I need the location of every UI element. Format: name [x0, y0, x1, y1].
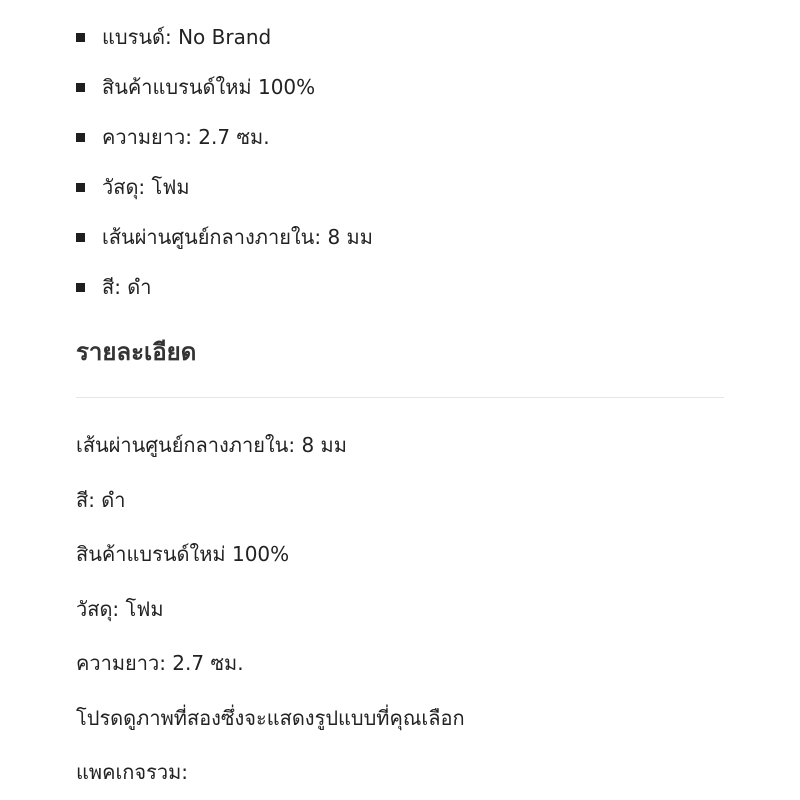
detail-line: สี: ดำ — [76, 487, 126, 512]
detail-line: สินค้าแบรนด์ใหม่ 100% — [76, 542, 290, 567]
spec-text: สินค้าแบรนด์ใหม่ 100% — [102, 75, 316, 99]
spec-text: วัสดุ: โฟม — [102, 175, 190, 199]
spec-text: สี: ดำ — [102, 275, 152, 299]
square-bullet-icon — [76, 33, 85, 42]
square-bullet-icon — [76, 133, 85, 142]
spec-item-color — [76, 262, 373, 312]
spec-item-material — [76, 162, 373, 212]
spec-list — [76, 12, 373, 312]
square-bullet-icon — [76, 233, 85, 242]
spec-text: ความยาว: 2.7 ซม. — [102, 125, 270, 149]
section-divider — [76, 397, 724, 398]
detail-line: เส้นผ่านศูนย์กลางภายใน: 8 มม — [76, 433, 347, 458]
spec-item-length — [76, 112, 373, 162]
detail-line: วัสดุ: โฟม — [76, 596, 164, 621]
detail-line: โปรดดูภาพที่สองซึ่งจะแสดงรูปแบบที่คุณเลือก — [76, 705, 465, 730]
spec-item-new — [76, 62, 373, 112]
square-bullet-icon — [76, 83, 85, 92]
detail-line: แพคเกจรวม: — [76, 760, 189, 785]
details-body — [76, 418, 465, 800]
spec-item-brand — [76, 12, 373, 62]
detail-line: ความยาว: 2.7 ซม. — [76, 651, 244, 676]
spec-item-inner-diameter — [76, 212, 373, 262]
square-bullet-icon — [76, 283, 85, 292]
spec-text: เส้นผ่านศูนย์กลางภายใน: 8 มม — [102, 225, 373, 249]
spec-text: แบรนด์: No Brand — [102, 25, 272, 49]
details-heading: รายละเอียด — [76, 338, 197, 366]
square-bullet-icon — [76, 183, 85, 192]
